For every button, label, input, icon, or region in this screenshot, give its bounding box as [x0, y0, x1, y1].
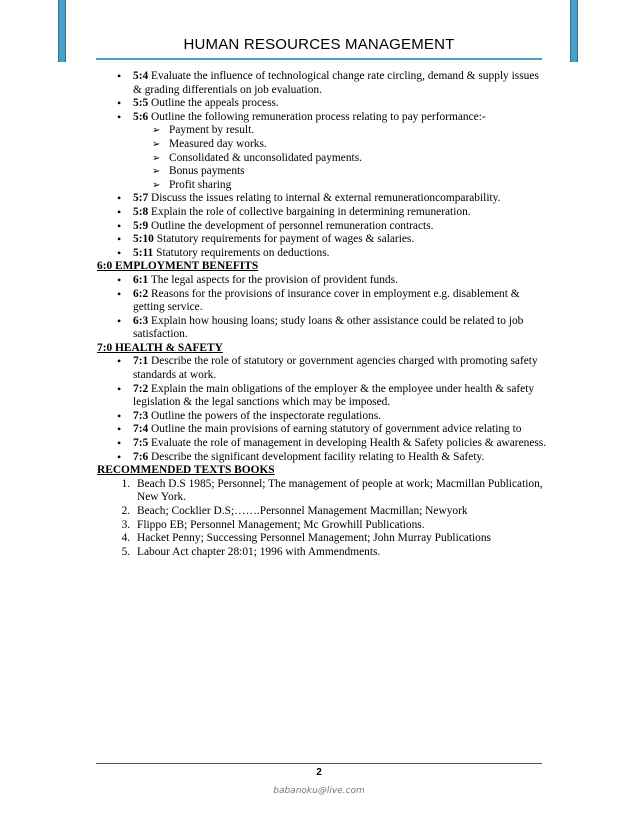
item-code: 5:4 — [133, 70, 149, 82]
item-text: Statutory requirements for payment of wages & salaries. — [153, 233, 415, 246]
item-code: 7:6 — [133, 450, 149, 463]
header-rule — [96, 58, 542, 60]
sub-list-item: ➢ Bonus payments — [169, 165, 547, 179]
list-item — [133, 451, 547, 465]
list-item — [133, 206, 547, 220]
page-number: 2 — [316, 767, 322, 778]
list-item — [133, 111, 547, 193]
section7-heading: 7:0 HEALTH & SAFETY — [97, 341, 223, 354]
item-code: 5:9 — [133, 219, 149, 232]
sub-list-item: ➢ Profit sharing — [169, 179, 547, 193]
item-text: Describe the role of statutory or government agencies charged with promoting safety standards at work. — [133, 355, 538, 382]
item-text: The legal aspects for the provision of provident funds. — [148, 273, 398, 286]
item-code: 5:7 — [133, 192, 149, 205]
item-text: Describe the significant development facility relating to Health & Safety. — [148, 450, 485, 463]
item-text: Reasons for the provisions of insurance cover in employment e.g. disablement & getting service. — [133, 287, 520, 314]
item-text: Outline the main provisions of earning statutory of government advice relating to — [148, 423, 522, 436]
document-body — [97, 70, 547, 559]
list-item — [133, 315, 547, 342]
item-code: 5:11 — [133, 246, 154, 259]
section6-heading: 6:0 EMPLOYMENT BENEFITS — [97, 260, 259, 273]
item-text: Explain how housing loans; study loans & other assistance could be related to job satisfaction. — [133, 314, 524, 341]
item-text: Explain the role of collective bargaining in determining remuneration. — [148, 205, 471, 218]
item-text: Discuss the issues relating to internal & external remunerationcomparability. — [148, 192, 501, 205]
list-item — [133, 220, 547, 234]
list-item — [133, 233, 547, 247]
section7-list — [97, 355, 547, 464]
item-text: Outline the appeals process. — [148, 97, 279, 110]
item-text: Evaluate the role of management in developing Health & Safety policies & awareness. — [148, 437, 547, 450]
item-code: 7:1 — [133, 355, 149, 368]
list-item — [133, 274, 547, 288]
sub-list-item: ➢ Consolidated & unconsolidated payments. — [169, 152, 547, 166]
list-item — [133, 288, 547, 315]
item-text: Outline the powers of the inspectorate regulations. — [148, 409, 381, 422]
item-code: 5:8 — [133, 205, 149, 218]
reference-item: 4. Hacket Penny; Successing Personnel Management; John Murray Publications — [133, 532, 547, 546]
remuneration-sublist — [133, 124, 547, 192]
item-text: Statutory requirements on deductions. — [153, 246, 330, 259]
item-code: 5:6 — [133, 110, 149, 123]
item-code: 5:5 — [133, 97, 149, 110]
list-item — [133, 247, 547, 261]
reference-item: 1. Beach D.S 1985; Personnel; The management of people at work; Macmillan Publication, New York. — [133, 478, 547, 505]
footer-rule — [96, 763, 542, 764]
item-text: Explain the main obligations of the employer & the employee under health & safety legislation & the legal sanctions which may be imposed. — [133, 382, 535, 409]
item-text: Evaluate the influence of technological change rate circling, demand & supply issues & grading differentials on job evaluation. — [133, 70, 539, 96]
reference-item: 5. Labour Act chapter 28:01; 1996 with Ammendments. — [133, 546, 547, 560]
list-item — [133, 437, 547, 451]
item-text: Outline the development of personnel remuneration contracts. — [148, 219, 434, 232]
sub-list-item: ➢ Payment by result. — [169, 124, 547, 138]
list-item — [133, 97, 547, 111]
list-item — [133, 423, 547, 437]
item-code: 6:2 — [133, 287, 149, 300]
item-code: 7:3 — [133, 409, 149, 422]
sub-list-item: ➢ Measured day works. — [169, 138, 547, 152]
list-item — [133, 192, 547, 206]
reference-item: 3. Flippo EB; Personnel Management; Mc Growhill Publications. — [133, 519, 547, 533]
list-item — [133, 410, 547, 424]
list-item — [133, 70, 547, 97]
item-code: 7:2 — [133, 382, 149, 395]
references-heading: RECOMMENDED TEXTS BOOKS — [97, 464, 275, 477]
item-code: 5:10 — [133, 233, 154, 246]
list-item — [133, 355, 547, 382]
item-code: 6:3 — [133, 314, 149, 327]
item-text: Outline the following remuneration process relating to pay performance:- — [148, 110, 486, 123]
item-code: 6:1 — [133, 273, 149, 286]
references-list — [97, 478, 547, 560]
list-item — [133, 383, 547, 410]
footer-email: babanoku@live.com — [273, 786, 365, 796]
item-code: 7:5 — [133, 437, 149, 450]
section5-list — [97, 70, 547, 260]
page-header-title: HUMAN RESOURCES MANAGEMENT — [183, 36, 455, 53]
item-code: 7:4 — [133, 423, 149, 436]
section6-list — [97, 274, 547, 342]
reference-item: 2. Beach; Cocklier D.S;…….Personnel Management Macmillan; Newyork — [133, 505, 547, 519]
